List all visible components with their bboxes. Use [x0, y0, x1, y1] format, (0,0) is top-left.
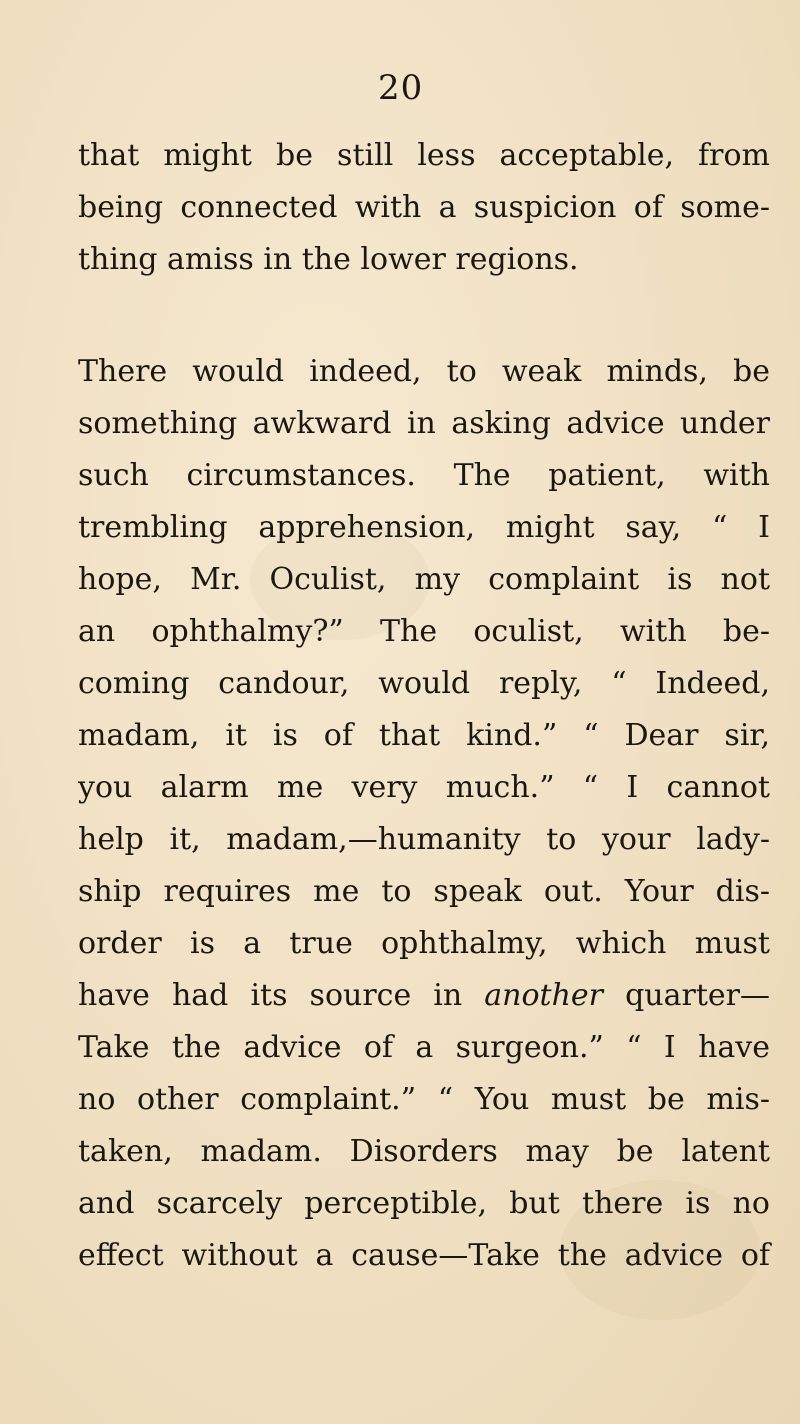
emphasized-word: another: [484, 978, 604, 1013]
text-line: help it, madam,—humanity to your lady-: [78, 822, 770, 857]
text-line: taken, madam. Disorders may be latent: [78, 1134, 770, 1169]
page-number: 20: [378, 68, 424, 108]
text-line: you alarm me very much.” “ I cannot: [78, 770, 770, 805]
line-segment: quarter—: [603, 978, 770, 1013]
text-line: being connected with a suspicion of some-: [78, 190, 770, 225]
text-line: ship requires me to speak out. Your dis-: [78, 874, 770, 909]
text-line: effect without a cause—Take the advice of: [78, 1238, 770, 1273]
text-line-with-emphasis: [78, 970, 770, 1022]
text-line: Take the advice of a surgeon.” “ I have: [78, 1030, 770, 1065]
text-line: such circumstances. The patient, with: [78, 458, 770, 493]
text-line: trembling apprehension, might say, “ I: [78, 510, 770, 545]
text-line: hope, Mr. Oculist, my complaint is not: [78, 562, 770, 597]
text-line: something awkward in asking advice under: [78, 406, 770, 441]
text-line: madam, it is of that kind.” “ Dear sir,: [78, 718, 770, 753]
text-line: There would indeed, to weak minds, be: [78, 354, 770, 389]
text-line: no other complaint.” “ You must be mis-: [78, 1082, 770, 1117]
line-segment: have had its source in: [78, 978, 485, 1013]
paragraph-1: [78, 130, 770, 286]
paragraph-2: [78, 346, 770, 1282]
text-line: and scarcely perceptible, but there is no: [78, 1186, 770, 1221]
text-line: an ophthalmy?” The oculist, with be-: [78, 614, 770, 649]
text-line: thing amiss in the lower regions.: [78, 242, 579, 277]
text-line: order is a true ophthalmy, which must: [78, 926, 770, 961]
text-line: that might be still less acceptable, from: [78, 138, 770, 173]
text-line: coming candour, would reply, “ Indeed,: [78, 666, 770, 701]
